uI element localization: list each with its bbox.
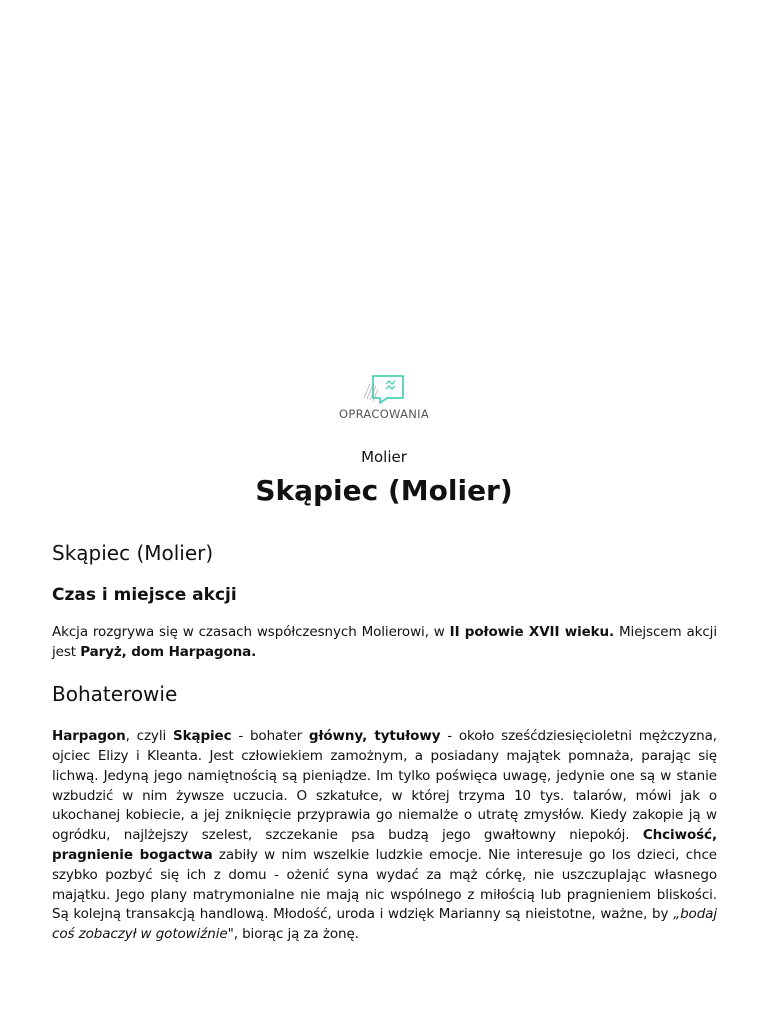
bold-run: II połowie XVII wieku. xyxy=(449,624,615,640)
text-run: Akcja rozgrywa się w czasach współczesnych Molierowi, w xyxy=(52,624,450,640)
text-run: zabiły w nim wszelkie ludzkie emocje. Nie interesuje go los dzieci, chce szybko pozbyć się ich z domu - ożenić syna wydać za mąż córkę, nie uszczuplając własnego majątku. Jego plany matrymonialne nie mają nic wspólnego z miłością lub pragnieniem bliskości. Są kolejną transakcją handlową. Młodość, uroda i wdzięk Marianny są nieistotne, ważne, by xyxy=(52,846,718,923)
section-heading-time-place: Czas i miejsce akcji xyxy=(52,585,237,605)
text-run: - bohater xyxy=(231,728,309,745)
logo-wordmark: OPRACOWANIA xyxy=(338,407,430,421)
bold-run: Skąpiec xyxy=(172,728,232,745)
author-name: Molier xyxy=(361,448,407,466)
text-run: Miejscem akcji jest xyxy=(52,624,717,660)
text-run: , czyli xyxy=(125,728,173,745)
text-run: - około sześćdziesięcioletni mężczyzna, ojciec Elizy i Kleanta. Jest człowiekiem zamożnym, a posiadany majątek pomnaża, parając się lichwą. Jedyną jego namiętnością są pieniądze. Im tylko poświęca uwagę, jedynie one są w stanie wzbudzić w nim żywsze uczucia. O szkatułce, w której trzyma 10 tys. talarów, mówi jak o ukochanej kobiecie, a jej zniknięcie przyprawia go niemalże o utratę zmysłów. Kiedy zakopie ją w ogródku, najlżejszy szelest, szczekanie psa budzą jego gwałtowny niepokój. xyxy=(52,728,717,844)
paragraph-time-place xyxy=(52,623,717,662)
bold-run: Harpagon xyxy=(52,728,126,745)
italic-quote: „bodaj coś zobaczył w gotowiźnie" xyxy=(52,906,717,943)
logo-icon xyxy=(361,372,407,404)
opracowania-logo xyxy=(0,372,768,421)
article-subtitle: Skąpiec (Molier) xyxy=(52,541,214,565)
page-title: Skąpiec (Molier) xyxy=(255,474,513,507)
paragraph-harpagon xyxy=(52,727,717,945)
bold-run: Chciwość, pragnienie bogactwa xyxy=(52,827,717,863)
article-body xyxy=(52,540,717,945)
text-run: , biorąc ją za żonę. xyxy=(233,926,359,943)
bold-run: główny, tytułowy xyxy=(308,728,441,745)
bold-run: Paryż, dom Harpagona. xyxy=(80,643,257,660)
section-heading-heroes: Bohaterowie xyxy=(52,682,178,707)
